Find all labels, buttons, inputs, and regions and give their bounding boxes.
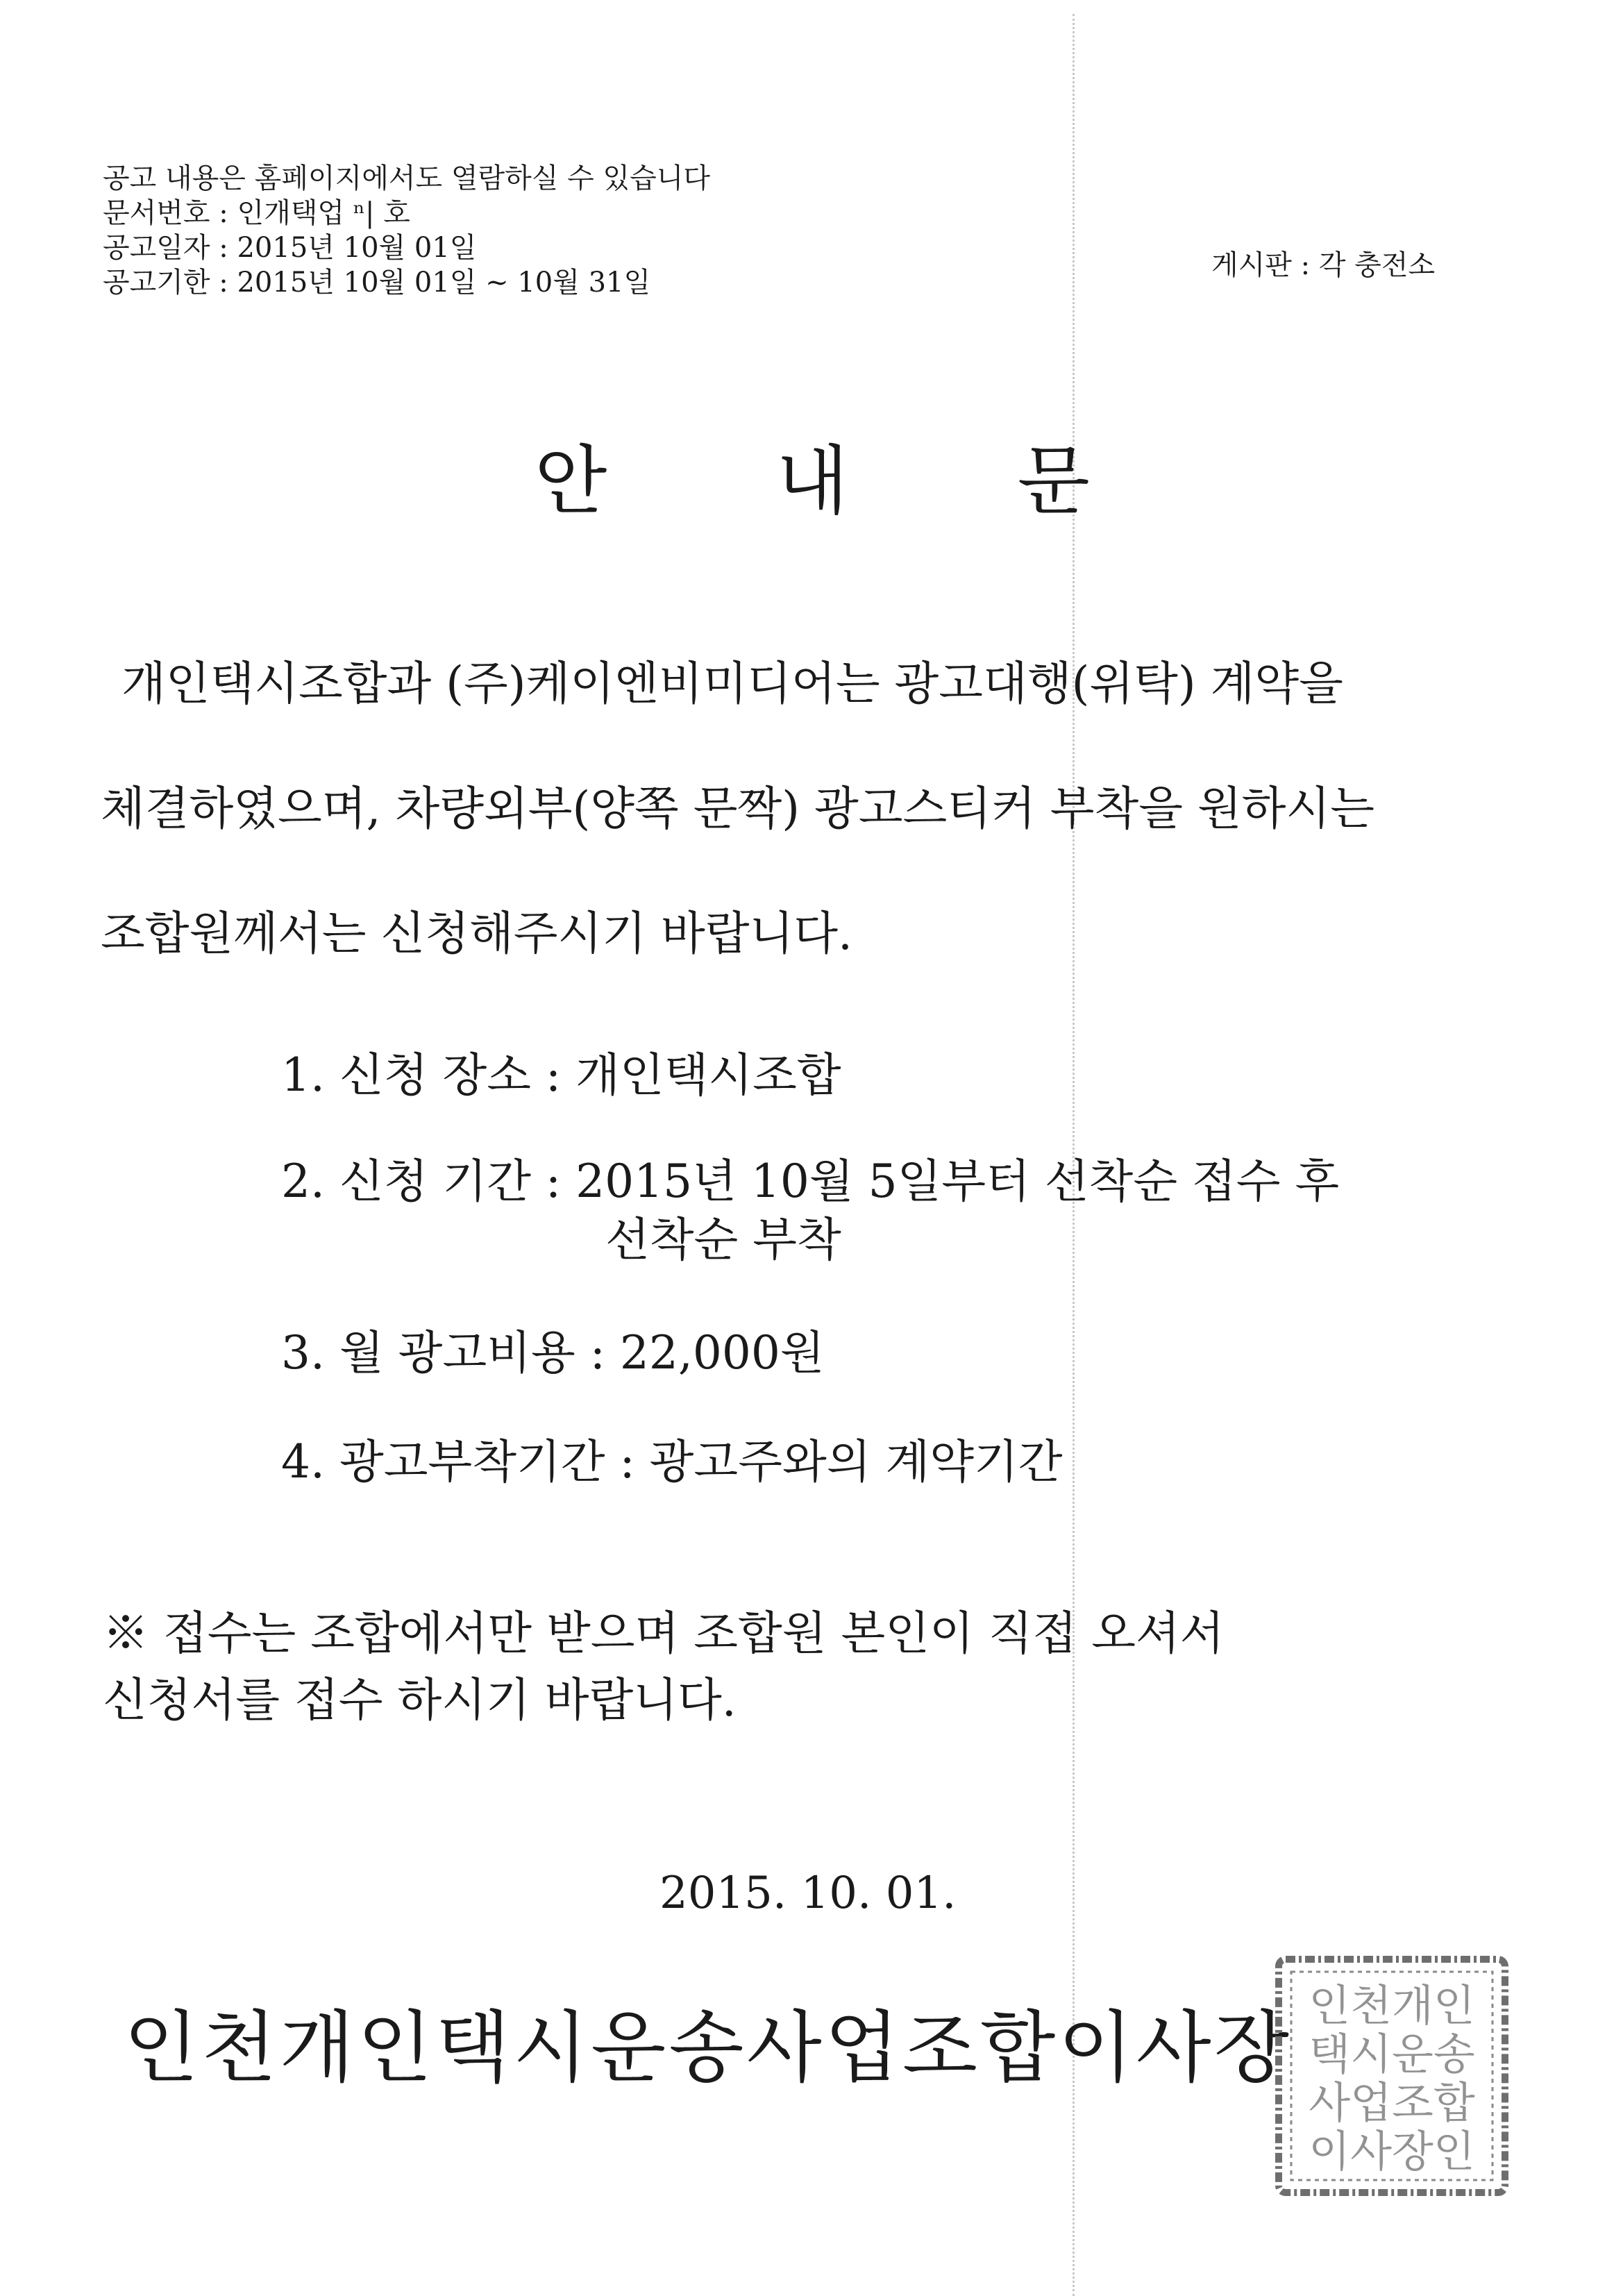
title-char-2: 내: [775, 438, 849, 525]
bulletin-board-label: 게시판 : 각 충전소: [1211, 249, 1436, 281]
list-item-attachment-period: 4. 광고부착기간 : 광고주와의 계약기간: [281, 1435, 1063, 1489]
title-char-1: 안: [535, 438, 607, 525]
body-line-2: 체결하였으며, 차량외부(양쪽 문짝) 광고스티커 부착을 원하시는: [101, 782, 1375, 835]
seal-glyph-row: 인천개인: [1309, 1980, 1475, 2031]
list-item-fee: 3. 월 광고비용 : 22,000원: [281, 1326, 825, 1380]
issuer-name: 인천개인택시운송사업조합이사장: [124, 2003, 1292, 2093]
document-title: [535, 438, 1090, 525]
list-item-location: 1. 신청 장소 : 개인택시조합: [281, 1048, 841, 1102]
document-meta: [103, 161, 710, 300]
seal-glyph-row: 사업조합: [1309, 2077, 1475, 2128]
list-item-period-continuation: 선착순 부착: [605, 1213, 841, 1266]
title-char-3: 문: [1017, 438, 1090, 525]
body-line-3: 조합원께서는 신청해주시기 바랍니다.: [101, 907, 853, 960]
official-seal-stamp: [1270, 1951, 1513, 2201]
notice-period: 공고기한 : 2015년 10월 01일 ~ 10월 31일: [103, 267, 651, 299]
issue-date: 2015. 10. 01.: [659, 1868, 957, 1919]
reception-note: [103, 1600, 1225, 1734]
announcement-body: [101, 649, 1374, 1024]
seal-glyph-row: 택시운송: [1309, 2029, 1475, 2079]
homepage-notice: 공고 내용은 홈페이지에서도 열람하실 수 있습니다: [103, 162, 711, 194]
document-number: 문서번호 : 인개택업 ⁿ| 호: [103, 197, 410, 229]
list-item-period: 2. 신청 기간 : 2015년 10월 5일부터 선착순 접수 후: [281, 1155, 1340, 1208]
note-line-1: ※ 접수는 조합에서만 받으며 조합원 본인이 직접 오셔서: [103, 1607, 1225, 1660]
notice-date: 공고일자 : 2015년 10월 01일: [103, 232, 477, 264]
note-line-2: 신청서를 접수 하시기 바랍니다.: [103, 1673, 737, 1727]
body-line-1: 개인택시조합과 (주)케이엔비미디어는 광고대행(위탁) 계약을: [121, 657, 1343, 710]
seal-glyph-row: 이사장인: [1309, 2126, 1475, 2177]
